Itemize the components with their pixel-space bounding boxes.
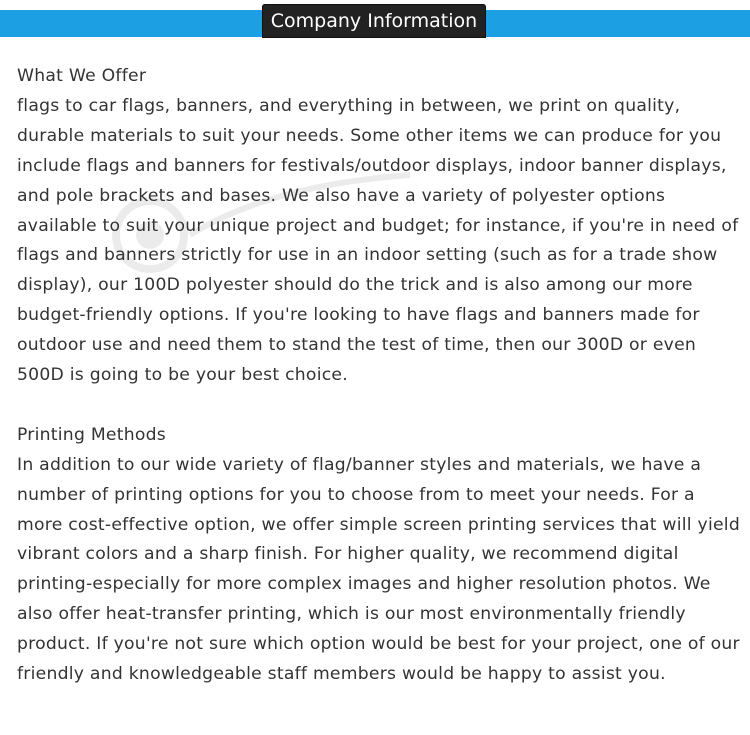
section-header xyxy=(0,0,750,40)
section-printing-methods xyxy=(17,421,741,690)
main-content xyxy=(17,62,741,690)
section-heading: Printing Methods xyxy=(17,424,166,445)
section-what-we-offer xyxy=(17,62,741,391)
section-heading: What We Offer xyxy=(17,66,147,86)
section-paragraph: flags to car flags, banners, and everything in between, we print on quality, durable materials to suit your needs. Some other items we can produce for you include flags and banners for festivals/outdoor displays, indoor banner displays, and pole brackets and bases. We also have a variety of polyester options available to suit your unique project and budget; for instance, if you're in need of flags and banners strictly for use in an indoor setting (such as for a trade show display), our 100D polyester should do the trick and is also among our more budget-friendly options. If you're looking to have flags and banners made for outdoor use and need them to stand the test of time, then our 300D or even 500D is going to be your best choice. xyxy=(17,95,739,386)
section-paragraph: In addition to our wide variety of flag/banner styles and materials, we have a number of printing options for you to choose from to meet your needs. For a more cost-effective option, we offer simple screen printing services that will yield vibrant colors and a sharp finish. For higher quality, we recommend digital printing-especially for more complex images and higher resolution photos. We also offer heat-transfer printing, which is our most environmentally friendly product. If you're not sure which option would be best for your project, one of our friendly and knowledgeable staff members would be happy to assist you. xyxy=(17,454,740,685)
section-title-tab: Company Information xyxy=(262,4,486,38)
